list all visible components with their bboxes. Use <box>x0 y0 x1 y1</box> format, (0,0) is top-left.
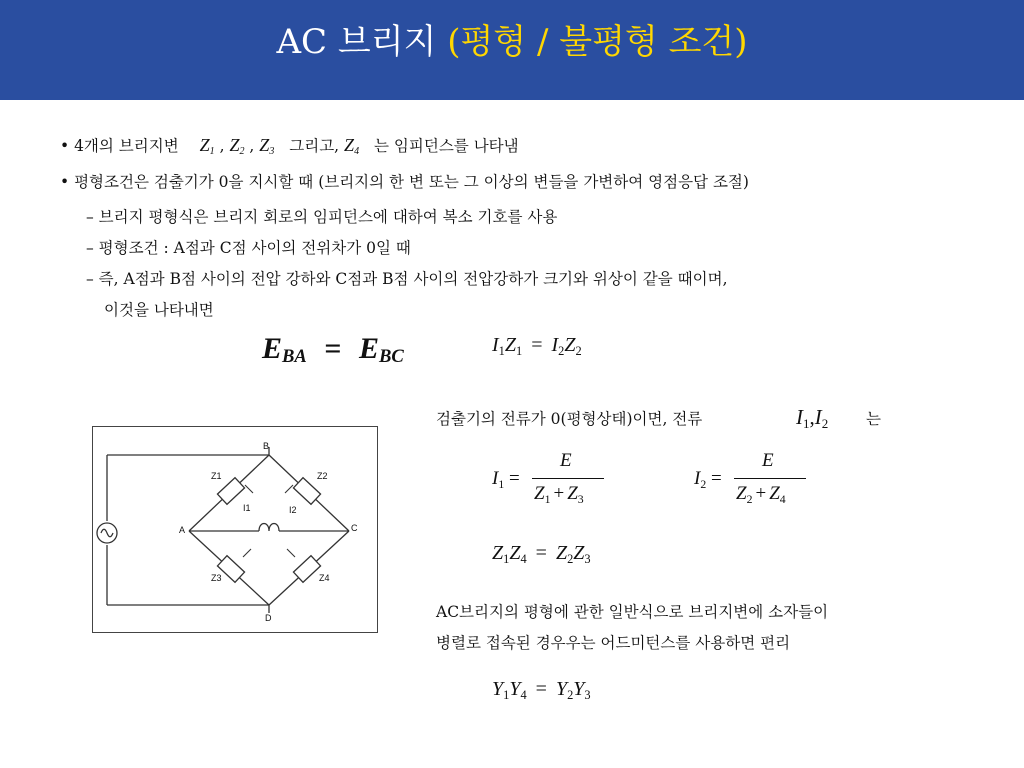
i1-circuit-label: I1 <box>243 503 251 513</box>
title-highlight: (평형 / 불평형 조건) <box>447 22 748 62</box>
equation-eba-ebc: $E_{BA} = E_{BC}$ <box>262 332 404 367</box>
dash-complex-symbol: – 브리지 평형식은 브리지 회로의 임피던스에 대하여 복소 기호를 사용 <box>86 208 558 226</box>
equation-i1z1-i2z2: $I_1Z_1 = I_2Z_2$ <box>492 334 582 358</box>
bullet-balance-condition: • 평형조건은 검출기가 0을 지시할 때 (브리지의 한 변 또는 그 이상의 변들을 가변하여 영점응답 조절) <box>60 173 749 191</box>
circuit-svg <box>93 427 377 632</box>
general-text-line2: 병렬로 접속된 경우우는 어드미턴스를 사용하면 편리 <box>436 634 791 652</box>
currents-i1-i2: $I_1,I_2$ <box>796 405 829 431</box>
bullet-impedances <box>60 134 519 157</box>
current-suffix: 는 <box>866 410 881 428</box>
z2-label: $Z_2$ <box>229 135 245 157</box>
z3-label: $Z_3$ <box>259 135 275 157</box>
and-text: 그리고, <box>289 137 340 155</box>
i2-circuit-label: I2 <box>289 505 297 515</box>
equation-i2: $I_2$ = E $Z_2 + Z_4$ <box>694 450 814 514</box>
z1-label: $Z_1$ <box>199 135 215 157</box>
equation-y1y4-y2y3: $Y_1Y_4 = Y_2Y_3$ <box>492 678 591 702</box>
title-main: AC 브리지 <box>276 22 437 62</box>
sep-2: , <box>249 137 255 155</box>
z3-circuit-label: Z3 <box>211 573 222 583</box>
dash-voltage-drop-cont: 이것을 나타내면 <box>104 301 214 319</box>
current-zero-text: 검출기의 전류가 0(평형상태)이면, 전류 <box>436 410 703 428</box>
node-c-label: C <box>351 523 358 533</box>
bridge-circuit-diagram <box>92 426 378 633</box>
equation-i1: $I_1$ = E $Z_1 + Z_3$ <box>492 450 612 514</box>
bullet1-suffix: 는 임피던스를 나타냄 <box>374 137 519 155</box>
general-text-line1: AC브리지의 평형에 관한 일반식으로 브리지변에 소자들이 <box>436 603 829 621</box>
z2-circuit-label: Z2 <box>317 471 328 481</box>
z4-label: $Z_4$ <box>344 135 360 157</box>
z1-circuit-label: Z1 <box>211 471 222 481</box>
node-d-label: D <box>265 613 272 623</box>
bullet1-prefix: • 4개의 브리지변 <box>60 137 179 155</box>
dash-potential-zero: – 평형조건 : A점과 C점 사이의 전위차가 0일 때 <box>86 239 411 257</box>
equation-z1z4-z2z3: $Z_1Z_4 = Z_2Z_3$ <box>492 542 591 566</box>
sep-1: , <box>219 137 225 155</box>
z4-circuit-label: Z4 <box>319 573 330 583</box>
node-b-label: B <box>263 441 270 451</box>
slide-title <box>0 14 1024 63</box>
node-a-label: A <box>179 525 186 535</box>
dash-voltage-drop: – 즉, A점과 B점 사이의 전압 강하와 C점과 B점 사이의 전압강하가 크기와 위상이 같을 때이며, <box>86 270 728 288</box>
